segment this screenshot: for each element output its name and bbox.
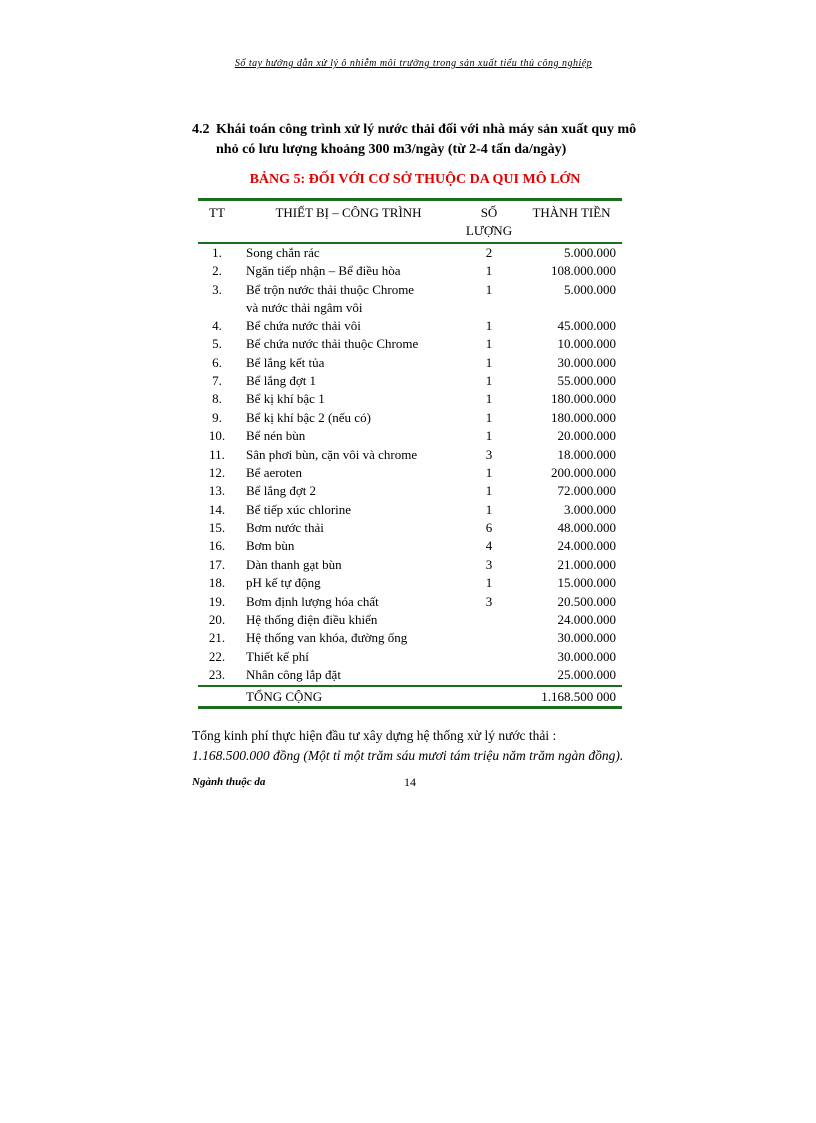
total-label: TỔNG CỘNG — [246, 688, 323, 704]
row-quantity: 1 — [485, 372, 493, 388]
section-title: Khái toán công trình xử lý nước thải đối với nhà máy sản xuất quy mô nhỏ có lưu lượng khoảng 300 m3/ngày (từ 2-4 tấn da/ngày) — [216, 122, 637, 157]
total-amount: 1.168.500 000 — [541, 688, 616, 704]
row-number: 22. — [208, 648, 226, 664]
table-row — [198, 281, 622, 317]
table-row — [198, 666, 622, 685]
row-quantity: 1 — [485, 483, 493, 499]
row-number: 16. — [208, 538, 226, 554]
row-amount: 180.000.000 — [551, 391, 616, 407]
row-number: 9. — [212, 409, 222, 425]
row-number: 7. — [212, 372, 222, 388]
row-amount: 30.000.000 — [557, 630, 616, 646]
table-row — [198, 390, 622, 408]
row-item: Bể nén bùn — [246, 428, 306, 444]
table-row — [198, 354, 622, 372]
table-row — [198, 464, 622, 482]
row-amount: 45.000.000 — [557, 317, 616, 333]
section-heading — [192, 120, 642, 160]
row-quantity: 1 — [485, 354, 493, 370]
row-item: Bể tiếp xúc chlorine — [246, 501, 352, 517]
row-amount: 5.000.000 — [564, 281, 616, 297]
row-quantity — [455, 648, 523, 666]
row-amount: 30.000.000 — [557, 354, 616, 370]
row-quantity: 4 — [485, 538, 493, 554]
row-number: 18. — [208, 575, 226, 591]
row-item: Bể trộn nước thải thuộc Chrome và nước thải ngâm vôi — [246, 281, 415, 315]
table-row — [198, 243, 622, 262]
table-row — [198, 611, 622, 629]
row-amount: 21.000.000 — [557, 556, 616, 572]
row-item: Thiết kế phí — [246, 648, 309, 664]
table-row — [198, 593, 622, 611]
row-item: Song chắn rác — [246, 245, 320, 260]
row-number: 4. — [212, 317, 222, 333]
row-quantity: 1 — [485, 501, 493, 517]
row-quantity — [455, 666, 523, 685]
row-number: 20. — [208, 612, 226, 628]
row-quantity: 2 — [485, 245, 493, 260]
row-item: Bơm định lượng hóa chất — [246, 593, 379, 609]
row-amount: 25.000.000 — [557, 667, 616, 683]
row-item: Bể chứa nước thải thuộc Chrome — [246, 336, 419, 352]
row-quantity — [455, 611, 523, 629]
table-total-row — [198, 686, 622, 708]
row-amount: 24.000.000 — [557, 612, 616, 628]
table-row — [198, 372, 622, 390]
section-number: 4.2 — [192, 122, 210, 137]
row-amount: 24.000.000 — [557, 538, 616, 554]
row-item: Bể kị khí bậc 2 (nếu có) — [246, 409, 371, 425]
row-item: Bể chứa nước thải vôi — [246, 317, 361, 333]
table-header-row — [198, 200, 622, 244]
table-row — [198, 427, 622, 445]
row-quantity — [455, 629, 523, 647]
row-amount: 55.000.000 — [557, 372, 616, 388]
row-quantity: 1 — [485, 263, 493, 279]
row-amount: 72.000.000 — [557, 483, 616, 499]
row-number: 8. — [212, 391, 222, 407]
row-quantity: 1 — [485, 281, 493, 297]
col-header-qty: SỐ LƯỢNG — [465, 205, 513, 238]
row-number: 3. — [212, 281, 222, 297]
row-item: Hệ thống van khóa, đường ống — [246, 630, 408, 646]
row-item: Bể kị khí bậc 1 — [246, 391, 325, 407]
row-quantity: 1 — [485, 317, 493, 333]
table-row — [198, 409, 622, 427]
col-header-tt: TT — [209, 205, 225, 220]
row-number: 12. — [208, 464, 226, 480]
row-number: 2. — [212, 263, 222, 279]
row-quantity: 3 — [485, 446, 493, 462]
row-amount: 20.500.000 — [557, 593, 616, 609]
row-amount: 48.000.000 — [557, 520, 616, 536]
row-amount: 5.000.000 — [564, 245, 616, 260]
row-item: Hệ thống điện điều khiển — [246, 612, 378, 628]
row-quantity: 1 — [485, 428, 493, 444]
table-row — [198, 629, 622, 647]
cost-summary — [192, 726, 662, 766]
row-number: 15. — [208, 520, 226, 536]
row-amount: 108.000.000 — [551, 263, 616, 279]
row-amount: 15.000.000 — [557, 575, 616, 591]
row-item: Ngăn tiếp nhận – Bể điều hòa — [246, 263, 401, 279]
row-quantity: 1 — [485, 336, 493, 352]
row-quantity: 1 — [485, 464, 493, 480]
row-number: 17. — [208, 556, 226, 572]
table-row — [198, 317, 622, 335]
col-header-item: THIẾT BỊ – CÔNG TRÌNH — [275, 205, 422, 220]
row-item: Bể lắng đợt 2 — [246, 483, 317, 499]
row-item: Bể lắng đợt 1 — [246, 372, 317, 388]
row-quantity: 6 — [485, 520, 493, 536]
table-row — [198, 556, 622, 574]
row-quantity: 1 — [485, 391, 493, 407]
row-item: Dàn thanh gạt bùn — [246, 556, 342, 572]
table-body — [198, 243, 622, 686]
page-number: 14 — [404, 775, 416, 789]
summary-line: Tổng kinh phí thực hiện đầu tư xây dựng hệ thống xử lý nước thải : — [192, 728, 557, 743]
running-header: Sổ tay hướng dẫn xử lý ô nhiễm môi trường trong sản xuất tiểu thủ công nghiệp — [234, 58, 593, 69]
row-item: Sân phơi bùn, cặn vôi và chrome — [246, 446, 418, 462]
footer-section-name: Ngành thuộc da — [192, 776, 266, 788]
table-row — [198, 446, 622, 464]
table-row — [198, 574, 622, 592]
row-number: 5. — [212, 336, 222, 352]
row-amount: 20.000.000 — [557, 428, 616, 444]
row-number: 13. — [208, 483, 226, 499]
col-header-amount: THÀNH TIỀN — [532, 205, 611, 220]
table-row — [198, 501, 622, 519]
table-row — [198, 519, 622, 537]
row-item: Nhân công lắp đặt — [246, 667, 341, 683]
table-row — [198, 335, 622, 353]
row-amount: 18.000.000 — [557, 446, 616, 462]
row-number: 10. — [208, 428, 226, 444]
row-quantity: 3 — [485, 593, 493, 609]
row-item: Bể lắng kết tủa — [246, 354, 325, 370]
table-row — [198, 482, 622, 500]
row-quantity: 3 — [485, 556, 493, 572]
row-number: 23. — [208, 667, 226, 683]
table-row — [198, 537, 622, 555]
row-number: 21. — [208, 630, 226, 646]
row-number: 11. — [209, 446, 225, 462]
row-amount: 200.000.000 — [551, 464, 616, 480]
row-amount: 30.000.000 — [557, 648, 616, 664]
row-item: Bơm bùn — [246, 538, 295, 554]
row-amount: 180.000.000 — [551, 409, 616, 425]
row-item: Bơm nước thải — [246, 520, 324, 536]
table-title: BẢNG 5: ĐỐI VỚI CƠ SỞ THUỘC DA QUI MÔ LỚN — [249, 172, 581, 187]
row-item: pH kế tự động — [246, 575, 321, 591]
table-row — [198, 262, 622, 280]
row-number: 19. — [208, 593, 226, 609]
row-amount: 10.000.000 — [557, 336, 616, 352]
row-quantity: 1 — [485, 575, 493, 591]
row-number: 6. — [212, 354, 222, 370]
cost-table — [198, 198, 622, 709]
table-row — [198, 648, 622, 666]
row-number: 14. — [208, 501, 226, 517]
summary-amount-line: 1.168.500.000 đồng (Một tỉ một trăm sáu mươi tám triệu năm trăm ngàn đồng). — [192, 748, 624, 763]
row-number: 1. — [212, 245, 222, 260]
row-item: Bể aeroten — [246, 464, 302, 480]
row-amount: 3.000.000 — [564, 501, 616, 517]
row-quantity: 1 — [485, 409, 493, 425]
